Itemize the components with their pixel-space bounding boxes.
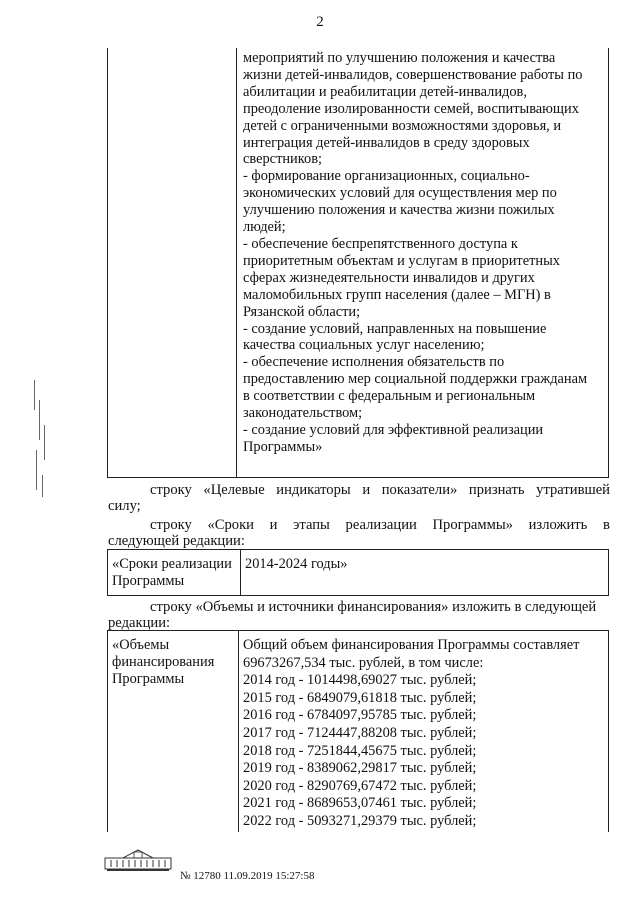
goals-line: мероприятий по улучшению положения и качества bbox=[243, 50, 556, 66]
para-word: «Целевые bbox=[203, 482, 265, 498]
document-stamp: № 12780 11.09.2019 15:27:58 bbox=[180, 870, 315, 882]
finance-label-line: Программы bbox=[112, 670, 185, 687]
goals-line: приоритетным объектам и услугам в приоритетных bbox=[243, 252, 560, 269]
paragraph-finance-line1: строку «Объемы и источники финансирования» изложить в следующей bbox=[150, 599, 597, 615]
goals-line: улучшению положения и качества жизни пожилых bbox=[243, 202, 555, 219]
para-word: строку bbox=[150, 517, 192, 533]
para-word: строку bbox=[150, 482, 192, 498]
finance-table-divider bbox=[238, 630, 239, 832]
para-word: и bbox=[269, 517, 278, 533]
goals-line: - создание условий для эффективной реализации bbox=[243, 421, 544, 438]
finance-line: 2016 год - 6784097,95785 тыс. рублей; bbox=[243, 707, 477, 724]
goals-line: Рязанской области; bbox=[243, 303, 361, 320]
goals-line: преодоление изолированности семей, воспитывающих bbox=[243, 100, 579, 117]
scan-artifact-marks bbox=[30, 380, 52, 500]
finance-line: 2015 год - 6849079,61818 тыс. рублей; bbox=[243, 689, 477, 706]
finance-line: 2021 год - 8689653,07461 тыс. рублей; bbox=[243, 795, 477, 812]
goals-table-divider bbox=[236, 48, 237, 478]
terms-value: 2014-2024 годы» bbox=[245, 556, 348, 572]
goals-line: экономических условий для осуществления мер по bbox=[243, 185, 557, 202]
para-word: и bbox=[362, 482, 371, 498]
finance-label-line: финансирования bbox=[112, 653, 215, 670]
goals-cell-text bbox=[243, 50, 587, 456]
para-word: реализации bbox=[345, 517, 417, 533]
goals-line: сферах жизнедеятельности инвалидов и других bbox=[243, 269, 535, 286]
paragraph-terms-line1 bbox=[150, 517, 610, 534]
finance-value-cell bbox=[243, 637, 579, 831]
finance-line: 2018 год - 7251844,45675 тыс. рублей; bbox=[243, 742, 477, 759]
para-word: изложить bbox=[528, 517, 588, 533]
goals-line: - формирование организационных, социально- bbox=[243, 168, 530, 185]
paragraph-indicators-line1 bbox=[150, 482, 610, 499]
terms-value-cell bbox=[245, 556, 347, 573]
goals-line: интеграция детей-инвалидов в среду здоровых bbox=[243, 134, 530, 151]
paragraph-indicators-line2: силу; bbox=[108, 498, 141, 514]
goals-line: сверстников; bbox=[243, 151, 323, 168]
goals-line: предоставлению мер социальной поддержки гражданам bbox=[243, 371, 588, 388]
finance-line: 69673267,534 тыс. рублей, в том числе: bbox=[243, 654, 484, 671]
terms-label-line: Программы bbox=[112, 572, 185, 589]
finance-line: 2022 год - 5093271,29379 тыс. рублей; bbox=[243, 812, 477, 829]
goals-line: абилитации и реабилитации детей-инвалидов, bbox=[243, 83, 527, 100]
terms-label-line: «Сроки реализации bbox=[112, 556, 232, 572]
paragraph-terms-line2: следующей редакции: bbox=[108, 533, 245, 549]
para-word: показатели» bbox=[381, 482, 458, 498]
finance-line: 2014 год - 1014498,69027 тыс. рублей; bbox=[243, 672, 477, 689]
goals-line: - обеспечение беспрепятственного доступа к bbox=[243, 235, 518, 252]
goals-line: жизни детей-инвалидов, совершенствование работы по bbox=[243, 66, 583, 83]
goals-line: людей; bbox=[243, 219, 286, 236]
finance-line: 2019 год - 8389062,29817 тыс. рублей; bbox=[243, 760, 477, 777]
building-logo-icon bbox=[103, 848, 173, 872]
para-word: признать bbox=[468, 482, 525, 498]
para-word: утратившей bbox=[536, 482, 610, 498]
para-word: Программы» bbox=[432, 517, 513, 533]
para-word: индикаторы bbox=[276, 482, 351, 498]
para-word: «Сроки bbox=[207, 517, 254, 533]
finance-label-line: «Объемы bbox=[112, 637, 170, 653]
para-word: в bbox=[603, 517, 610, 533]
page-number: 2 bbox=[316, 14, 324, 30]
terms-table-divider bbox=[240, 549, 241, 596]
paragraph-finance-line2: редакции: bbox=[108, 615, 171, 631]
goals-line: законодательством; bbox=[243, 405, 363, 422]
finance-label-cell bbox=[112, 637, 214, 688]
goals-line: в соответствии с федеральным и региональным bbox=[243, 388, 536, 405]
finance-line: Общий объем финансирования Программы составляет bbox=[243, 637, 580, 653]
finance-line: 2020 год - 8290769,67472 тыс. рублей; bbox=[243, 777, 477, 794]
goals-line: качества социальных услуг населению; bbox=[243, 337, 485, 354]
para-word: этапы bbox=[293, 517, 330, 533]
goals-line: - обеспечение исполнения обязательств по bbox=[243, 354, 505, 371]
finance-line: 2017 год - 7124447,88208 тыс. рублей; bbox=[243, 724, 477, 741]
goals-line: Программы» bbox=[243, 438, 323, 455]
goals-line: - создание условий, направленных на повышение bbox=[243, 320, 547, 337]
goals-line: детей с ограниченными возможностями здоровья, и bbox=[243, 117, 562, 134]
goals-line: маломобильных групп населения (далее – МГН) в bbox=[243, 286, 551, 303]
terms-label-cell bbox=[112, 556, 232, 590]
